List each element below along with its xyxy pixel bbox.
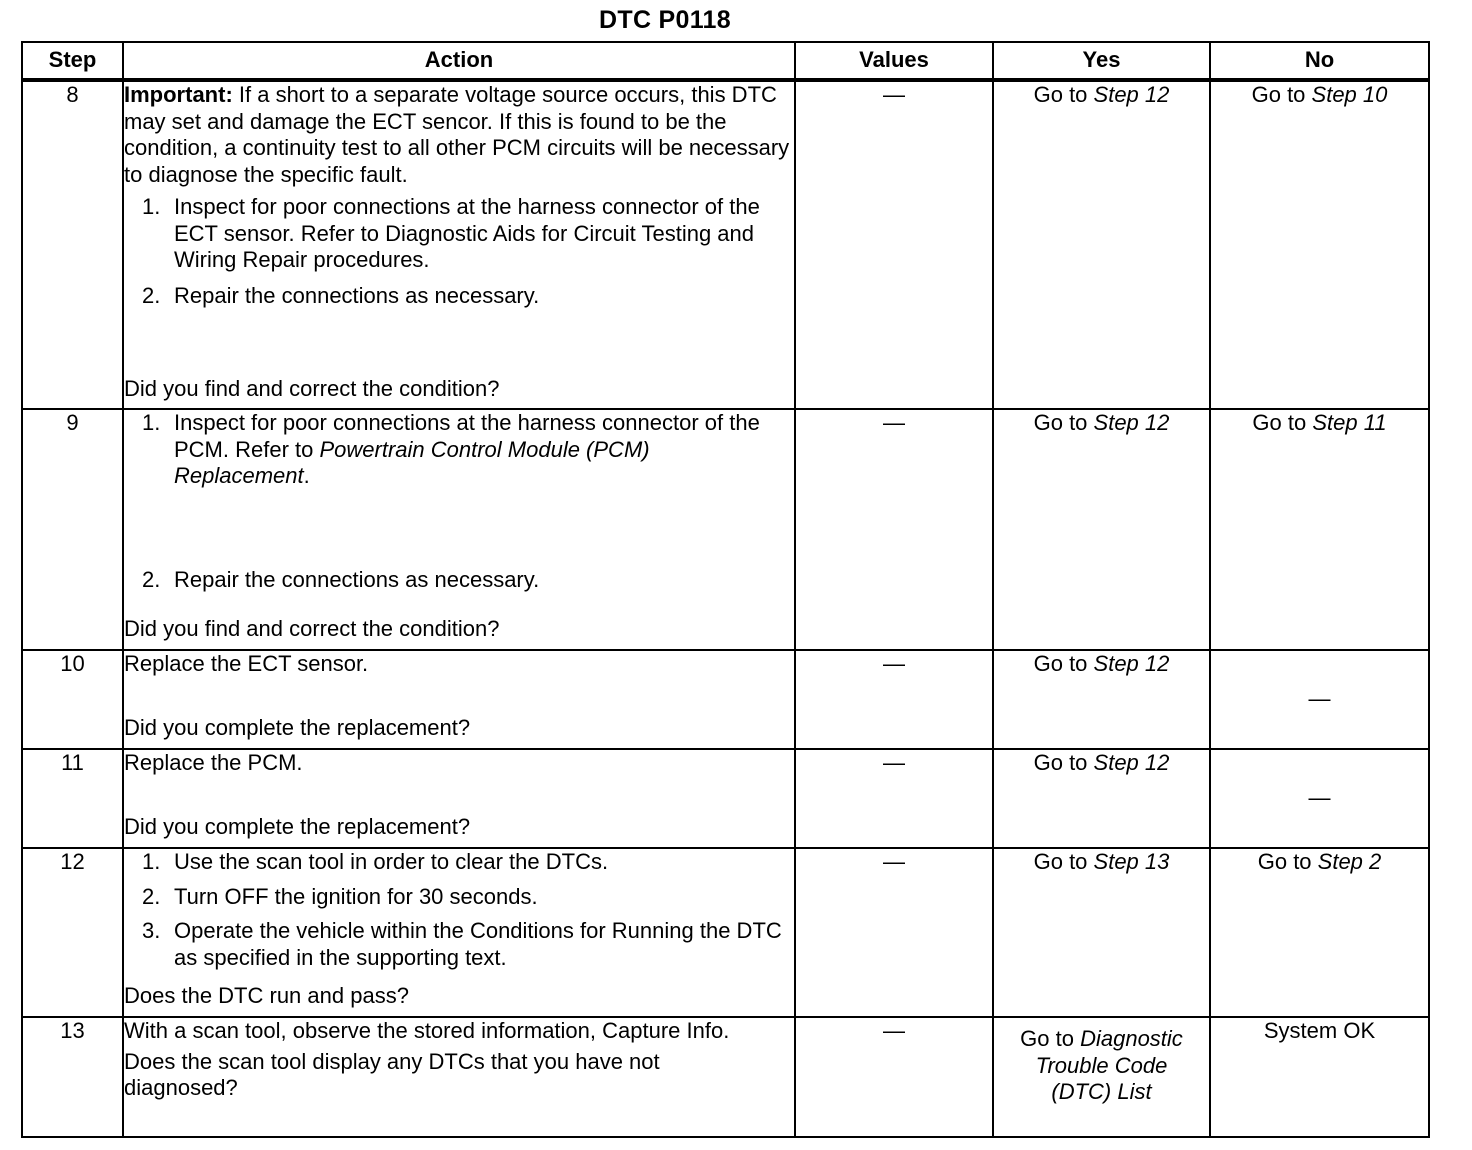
action-text: Replace the ECT sensor. <box>124 651 369 676</box>
yes-cell <box>993 650 1210 749</box>
important-note <box>124 82 794 188</box>
list-item <box>124 567 794 594</box>
header-values: Values <box>795 42 993 80</box>
yes-step-link[interactable]: Step 12 <box>1093 410 1170 435</box>
list-item-text: Operate the vehicle within the Conditions for Running the DTC as specified in the supporting text. <box>174 918 782 970</box>
yes-step-link[interactable]: Step 12 <box>1093 750 1170 775</box>
yes-cell <box>993 749 1210 848</box>
action-list <box>124 194 794 318</box>
list-item-text: Repair the connections as necessary. <box>174 282 540 308</box>
action-question: Did you find and correct the condition? <box>124 375 500 401</box>
action-list <box>124 849 794 971</box>
yes-step-link[interactable]: Step 12 <box>1093 651 1170 676</box>
yes-reference-link[interactable]: Diagnostic Trouble Code (DTC) List <box>1035 1026 1183 1104</box>
header-yes: Yes <box>993 42 1210 80</box>
table-row-step-13 <box>22 1017 1429 1137</box>
list-item-text: Repair the connections as necessary. <box>174 567 540 592</box>
list-item-number: 1. <box>142 194 161 219</box>
action-question: Does the DTC run and pass? <box>124 982 409 1008</box>
yes-prefix: Go to <box>1033 849 1094 874</box>
step-number: 9 <box>22 409 123 650</box>
table-row-step-8 <box>22 80 1429 409</box>
yes-cell <box>993 848 1210 1017</box>
no-cell: — <box>1210 650 1429 749</box>
value-cell: — <box>795 80 993 409</box>
list-item-text: Use the scan tool in order to clear the DTCs. <box>174 849 609 874</box>
list-item <box>124 849 794 876</box>
action-text: With a scan tool, observe the stored information, Capture Info. <box>124 1018 730 1043</box>
action-text: Replace the PCM. <box>124 750 303 775</box>
list-item-number: 1. <box>142 849 161 874</box>
list-item <box>124 410 794 490</box>
value-cell: — <box>795 650 993 749</box>
no-cell: System OK <box>1210 1017 1429 1137</box>
step-number: 11 <box>22 749 123 848</box>
action-list <box>124 410 794 499</box>
list-item <box>124 194 794 274</box>
no-prefix: Go to <box>1251 82 1312 107</box>
list-item <box>124 884 794 911</box>
list-item-number: 2. <box>142 567 161 592</box>
step-number: 8 <box>22 80 123 409</box>
header-row <box>22 42 1429 80</box>
no-cell <box>1210 409 1429 650</box>
step-number: 13 <box>22 1017 123 1137</box>
list-item <box>124 283 794 310</box>
list-item-number: 3. <box>142 918 161 943</box>
no-cell: — <box>1210 749 1429 848</box>
yes-prefix: Go to <box>1020 1026 1081 1051</box>
header-step: Step <box>22 42 123 80</box>
reference-link[interactable]: Powertrain Control Module (PCM) Replacement <box>174 436 650 488</box>
dtc-diagnostic-table <box>21 41 1430 1138</box>
no-prefix: Go to <box>1257 849 1318 874</box>
yes-cell <box>993 409 1210 650</box>
action-question: Does the scan tool display any DTCs that you have not diagnosed? <box>124 1048 660 1100</box>
list-item-text: Turn OFF the ignition for 30 seconds. <box>174 883 538 909</box>
yes-prefix: Go to <box>1033 750 1094 775</box>
page-title: DTC P0118 <box>599 6 731 34</box>
yes-cell <box>993 80 1210 409</box>
table-row-step-12 <box>22 848 1429 1017</box>
important-text: If a short to a separate voltage source occurs, this DTC may set and damage the ECT sencor. If this is found to be the condition, a continuity test to all other PCM circuits will be necessary to diagnose the specific fault. <box>124 82 790 187</box>
important-label: Important: <box>124 82 233 107</box>
value-cell: — <box>795 1017 993 1137</box>
yes-prefix: Go to <box>1033 82 1094 107</box>
value-cell: — <box>795 848 993 1017</box>
list-item-number: 2. <box>142 282 161 308</box>
header-no: No <box>1210 42 1429 80</box>
table-row-step-11 <box>22 749 1429 848</box>
step-number: 12 <box>22 848 123 1017</box>
action-question: Did you find and correct the condition? <box>124 615 500 641</box>
yes-prefix: Go to <box>1033 651 1094 676</box>
action-cell <box>123 1017 795 1137</box>
list-item-number: 2. <box>142 883 161 909</box>
yes-prefix: Go to <box>1033 410 1094 435</box>
list-item-number: 1. <box>142 410 161 435</box>
step-number: 10 <box>22 650 123 749</box>
yes-step-link[interactable]: Step 12 <box>1093 82 1170 107</box>
value-cell: — <box>795 409 993 650</box>
table-row-step-10 <box>22 650 1429 749</box>
list-item-end: . <box>303 463 310 488</box>
action-cell <box>123 848 795 1017</box>
no-cell <box>1210 848 1429 1017</box>
no-step-link[interactable]: Step 11 <box>1312 410 1387 435</box>
action-question: Did you complete the replacement? <box>124 714 471 740</box>
action-cell <box>123 650 795 749</box>
action-cell <box>123 80 795 409</box>
action-question: Did you complete the replacement? <box>124 813 471 839</box>
list-item-text: Inspect for poor connections at the harness connector of the PCM. Refer to <box>174 410 760 462</box>
value-cell: — <box>795 749 993 848</box>
yes-cell <box>993 1017 1210 1137</box>
table-row-step-9 <box>22 409 1429 650</box>
header-action: Action <box>123 42 795 80</box>
no-step-link[interactable]: Step 10 <box>1311 82 1388 107</box>
no-cell <box>1210 80 1429 409</box>
action-cell <box>123 409 795 650</box>
list-item <box>124 918 794 971</box>
yes-step-link[interactable]: Step 13 <box>1093 849 1170 874</box>
no-prefix: Go to <box>1252 410 1313 435</box>
action-list <box>124 567 794 616</box>
no-step-link[interactable]: Step 2 <box>1317 849 1382 874</box>
action-cell <box>123 749 795 848</box>
list-item-text: Inspect for poor connections at the harness connector of the ECT sensor. Refer to Diagnostic Aids for Circuit Testing and Wiring Repair procedures. <box>174 194 760 272</box>
